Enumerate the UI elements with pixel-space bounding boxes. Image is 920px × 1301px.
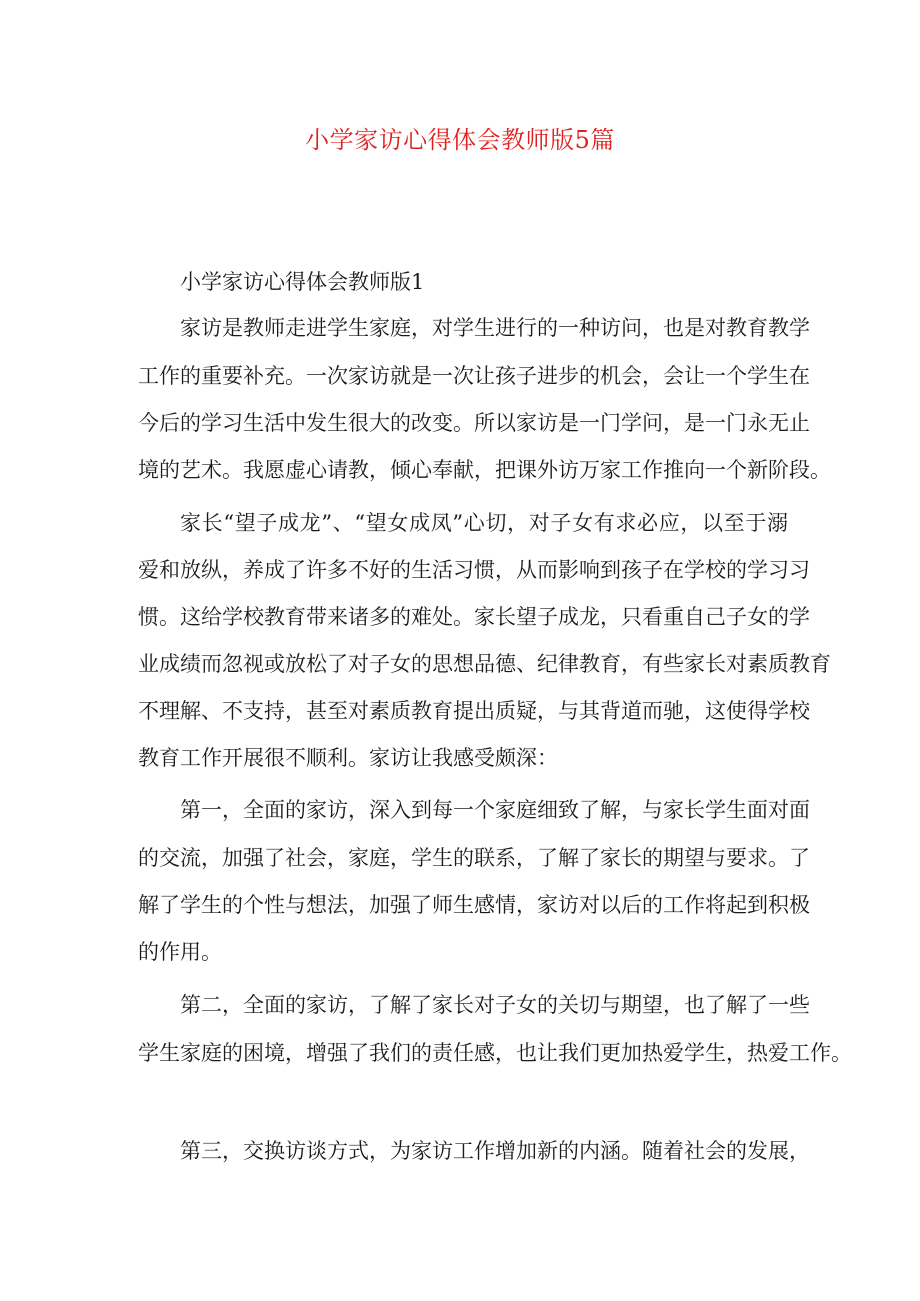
paragraph-3-line-2: 的交流，加强了社会，家庭，学生的联系，了解了家长的期望与要求。了 [138,846,810,870]
paragraph-4-line-1: 第二，全面的家访，了解了家长对子女的关切与期望，也了解了一些 [180,993,810,1017]
paragraph-1-line-3: 今后的学习生活中发生很大的改变。所以家访是一门学问，是一门永无止 [138,411,810,435]
paragraph-2-line-1: 家长“望子成龙”、“望女成凤”心切，对子女有求必应，以至于溺 [180,511,788,535]
paragraph-3-line-4: 的作用。 [138,940,222,964]
paragraph-2-line-4: 业成绩而忽视或放松了对子女的思想品德、纪律教育，有些家长对素质教育 [138,652,831,676]
paragraph-1-line-1: 家访是教师走进学生家庭，对学生进行的一种访问，也是对教育教学 [180,316,810,340]
paragraph-4-line-2: 学生家庭的困境，增强了我们的责任感，也让我们更加热爱学生，热爱工作。 [138,1041,852,1065]
paragraph-2-line-2: 爱和放纵，养成了许多不好的生活习惯，从而影响到孩子在学校的学习习 [138,558,810,582]
document-title: 小学家访心得体会教师版5篇 [305,126,615,154]
paragraph-2-line-5: 不理解、不支持，甚至对素质教育提出质疑，与其背道而驰，这使得学校 [138,699,810,723]
paragraph-2-line-6: 教育工作开展很不顺利。家访让我感受颇深： [138,746,558,770]
paragraph-3-line-3: 解了学生的个性与想法，加强了师生感情，家访对以后的工作将起到积极 [138,893,810,917]
section-heading: 小学家访心得体会教师版1 [180,270,425,294]
paragraph-3-line-1: 第一，全面的家访，深入到每一个家庭细致了解，与家长学生面对面 [180,798,810,822]
paragraph-5-line-1: 第三，交换访谈方式，为家访工作增加新的内涵。随着社会的发展， [180,1139,810,1163]
paragraph-1-line-4: 境的艺术。我愿虚心请教，倾心奉献，把课外访万家工作推向一个新阶段。 [138,458,831,482]
paragraph-2-line-3: 惯。这给学校教育带来诸多的难处。家长望子成龙，只看重自己子女的学 [138,605,810,629]
paragraph-1-line-2: 工作的重要补充。一次家访就是一次让孩子进步的机会，会让一个学生在 [138,364,810,388]
